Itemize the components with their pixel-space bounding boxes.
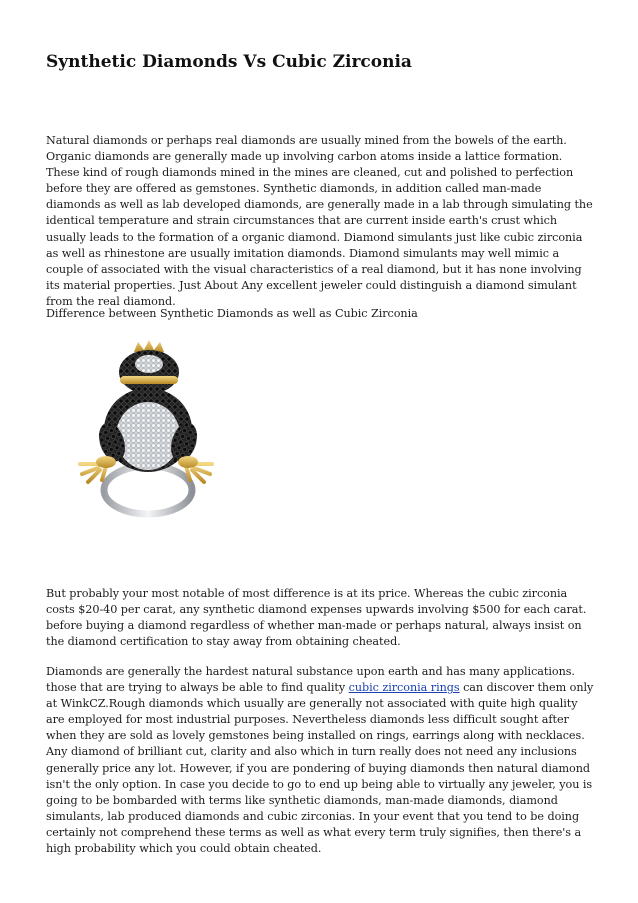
paragraph3-text-before-link: Diamonds are generally the hardest natural substance upon earth and has many applications. those that are trying to always be able to find quality (46, 665, 575, 695)
section-subheading: Difference between Synthetic Diamonds as well as Cubic Zirconia (46, 307, 418, 320)
price-paragraph: But probably your most notable of most difference is at its price. Whereas the cubic zirconia costs $20-40 per carat, any synthetic diamond expenses upwards involving $500 for each carat. before buying a diamond regardless of whether man-made or perhaps natural, always insist on the diamond certification to stay away from obtaining cheated. (46, 587, 587, 649)
page-title: Synthetic Diamonds Vs Cubic Zirconia (46, 52, 412, 72)
hardness-paragraph (46, 664, 594, 857)
ring-illustration (76, 338, 218, 534)
intro-paragraph: Natural diamonds or perhaps real diamonds are usually mined from the bowels of the earth. Organic diamonds are generally made up involving carbon atoms inside a lattice formation. These kind of rough diamonds mined in the mines are cleaned, cut and polished to perfection before they are offered as gemstones. Synthetic diamonds, in addition called man-made diamonds as well as lab developed diamonds, are generally made in a lab through simulating the identical temperature and strain circumstances that are current inside earth's crust which usually leads to the formation of a organic diamond. Diamond simulants just like cubic zirconia as well as rhinestone are usually imitation diamonds. Diamond simulants may well mimic a couple of associated with the visual characteristics of a real diamond, but it has none involving its material properties. Just About Any excellent jeweler could distinguish a diamond simulant from the real diamond. (46, 134, 593, 308)
cubic-zirconia-rings-link[interactable]: cubic zirconia rings (348, 681, 460, 695)
frog-ring-image (76, 338, 218, 534)
paragraph3-text-after-link: can discover them only at WinkCZ.Rough diamonds which usually are generally not associated with quite high quality are employed for most industrial purposes. Nevertheless diamonds less difficult sought after when they are sold as lovely gemstones being installed on rings, earrings along with necklaces. Any diamond of brilliant cut, clarity and also which in turn really does not need any inclusions generally price any lot. However, if you are pondering of buying diamonds then natural diamond isn't the only option. In case you decide to go to end up being able to virtually any jeweler, you is going to be bombarded with terms like synthetic diamonds, man-made diamonds, diamond simulants, lab produced diamonds and cubic zirconias. In your event that you tend to be doing certainly not comprehend these terms as well as what every term truly signifies, then there's a high probability which you could obtain cheated. (46, 681, 594, 856)
